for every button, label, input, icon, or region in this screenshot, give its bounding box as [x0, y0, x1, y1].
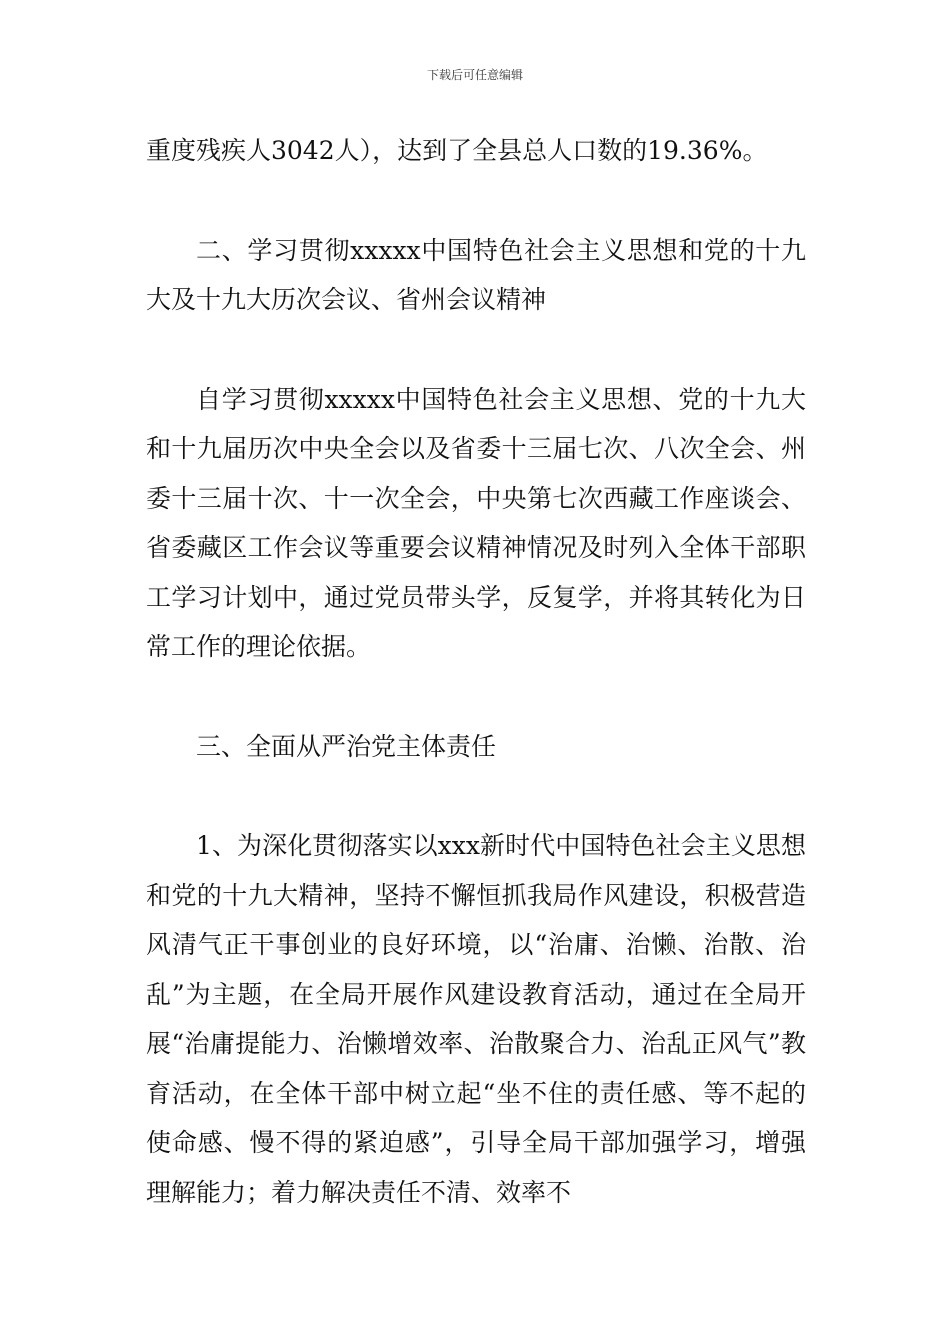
paragraph-gap: [146, 771, 806, 821]
paragraph-study: 自学习贯彻xxxxx中国特色社会主义思想、党的十九大和十九届历次中央全会以及省委十三届七次、八次全会、州委十三届十次、十一次全会，中央第七次西藏工作座谈会、省委藏区工作会议等重要会议精神情况及时列入全体干部职工学习计划中，通过党员带头学，反复学，并将其转化为日常工作的理论依据。: [146, 384, 806, 661]
paragraph-gap: [146, 176, 806, 226]
paragraph-item-1: 1、为深化贯彻落实以xxx新时代中国特色社会主义思想和党的十九大精神，坚持不懈恒抓我局作风建设，积极营造风清气正干事创业的良好环境，以“治庸、治懒、治散、治乱”为主题，在全局开展作风建设教育活动，通过在全局开展“治庸提能力、治懒增效率、治散聚合力、治乱正风气”教育活动，在全体干部中树立起“坐不住的责任感、等不起的使命感、慢不得的紧迫感”，引导全局干部加强学习，增强理解能力；着力解决责任不清、效率不: [146, 831, 806, 1207]
section-heading-2: 二、学习贯彻xxxxx中国特色社会主义思想和党的十九大及十九大历次会议、省州会议精神: [146, 235, 806, 314]
header-note: 下载后可任意编辑: [426, 68, 523, 82]
paragraph-gap: [146, 325, 806, 375]
section-heading-3: 三、全面从严治党主体责任: [196, 731, 497, 761]
paragraph-gap: [146, 672, 806, 722]
document-body: [146, 126, 806, 1217]
paragraph-continuation: 重度残疾人3042人），达到了全县总人口数的19.36%。: [146, 136, 768, 165]
